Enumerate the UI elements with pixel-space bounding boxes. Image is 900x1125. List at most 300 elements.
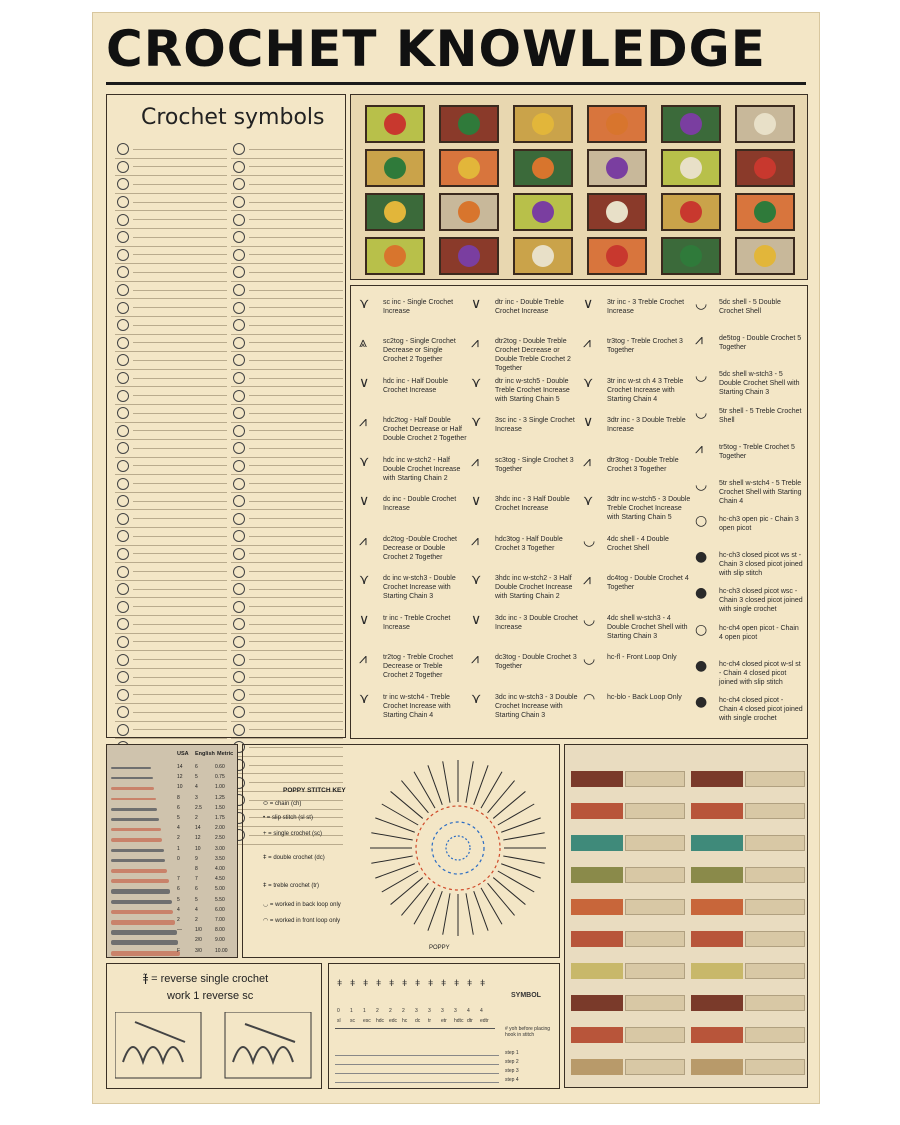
- hook-size-value: 6: [177, 804, 180, 811]
- symbol-row: [115, 211, 227, 229]
- table-abbr: esc: [363, 1018, 371, 1024]
- symbol-row: [231, 229, 343, 247]
- symbol-row: [115, 335, 227, 353]
- table-abbr: etr: [441, 1018, 447, 1024]
- table-abbr: hc: [402, 1018, 408, 1024]
- table-step: step 3: [505, 1068, 519, 1074]
- stitch-symbol-icon: [117, 143, 129, 155]
- stitch-symbol-icon: [117, 354, 129, 366]
- hook-size-value: 6.00: [215, 906, 225, 913]
- strip-label: [691, 931, 743, 947]
- symbol-row: [231, 159, 343, 177]
- stitch-symbol-icon: [233, 143, 245, 155]
- abbreviation-text: hc-fl - Front Loop Only: [607, 654, 677, 662]
- stitch-symbol-icon: [117, 231, 129, 243]
- stitch-symbol-icon: [117, 460, 129, 472]
- abbreviation-icon: ○: [695, 513, 708, 529]
- hook-illustration: [111, 798, 156, 801]
- table-stitch-icon: ǂ: [467, 978, 473, 988]
- abbreviation-text: 4dc shell - 4 Double Crochet Shell: [607, 535, 669, 552]
- stitch-symbol-icon: [117, 372, 129, 384]
- stitch-symbol-icon: [233, 407, 245, 419]
- strip-stitch-image: [625, 963, 685, 979]
- poppy-diagram: [363, 753, 553, 943]
- table-stitch-icon: ǂ: [337, 978, 343, 988]
- abbreviation-icon: ⋎: [583, 493, 594, 510]
- stitch-symbol-icon: [117, 302, 129, 314]
- stitch-symbol-icon: [233, 266, 245, 278]
- stitch-symbol-icon: [233, 636, 245, 648]
- table-abbr: tr: [428, 1018, 432, 1024]
- strip-stitch-image: [745, 1027, 805, 1043]
- abbreviation-icon: ⩘: [695, 440, 703, 457]
- strip-row: [571, 959, 803, 983]
- table-count: 2: [376, 1008, 379, 1014]
- granny-square-swatch: [513, 149, 573, 187]
- hook-size-value: 6: [195, 886, 198, 893]
- hook-illustration: [111, 849, 164, 852]
- symbols-column-right: [231, 141, 343, 845]
- symbol-row: [115, 722, 227, 740]
- hook-size-value: 2: [177, 835, 180, 842]
- poppy-stitch-ray: [443, 761, 450, 802]
- granny-square-swatch: [661, 237, 721, 275]
- table-symbol-label: SYMBOL: [511, 992, 541, 999]
- strip-label: [691, 803, 743, 819]
- symbol-row: [115, 229, 227, 247]
- abbreviation-text: 3dc inc - 3 Double Crochet Increase: [495, 614, 578, 631]
- stitch-symbol-icon: [233, 284, 245, 296]
- stitch-symbol-icon: [233, 548, 245, 560]
- strip-stitch-image: [745, 1059, 805, 1075]
- stitch-symbol-icon: [117, 407, 129, 419]
- symbol-row: [115, 493, 227, 511]
- abbreviation-text: hc-blo - Back Loop Only: [607, 693, 682, 701]
- abbreviation-text: de5tog - Double Crochet 5 Together: [719, 335, 802, 352]
- symbol-row: [231, 546, 343, 564]
- symbol-row: [115, 159, 227, 177]
- symbol-row: [231, 141, 343, 159]
- stitch-symbol-icon: [233, 618, 245, 630]
- hook-size-value: 4.00: [215, 866, 225, 872]
- symbol-row: [231, 722, 343, 740]
- symbol-row: [231, 264, 343, 282]
- abbreviation-icon: ⩘: [695, 332, 703, 349]
- hook-illustration: [111, 879, 169, 883]
- granny-square-swatch: [735, 193, 795, 231]
- abbreviation-text: dc inc - Double Crochet Increase: [383, 496, 457, 513]
- strip-stitch-image: [745, 803, 805, 819]
- abbreviation-text: hc-ch3 closed picot ws st - Chain 3 closed picot joined with slip stitch: [719, 552, 803, 578]
- abbreviation-icon: ⩓: [359, 335, 367, 352]
- symbol-row: [115, 686, 227, 704]
- stitch-symbol-icon: [233, 671, 245, 683]
- table-step-line: [335, 1064, 499, 1065]
- hook-size-value: 1.50: [215, 804, 225, 811]
- abbreviation-icon: ⋎: [471, 690, 482, 707]
- symbol-row: [231, 405, 343, 423]
- hook-size-value: 5: [195, 896, 198, 903]
- symbol-row: [115, 704, 227, 722]
- poppy-key-title: POPPY STITCH KEY: [283, 787, 346, 794]
- stitch-symbol-icon: [233, 442, 245, 454]
- page-title: CROCHET KNOWLEDGE: [106, 20, 766, 78]
- hook-size-value: 3.50: [215, 855, 225, 862]
- abbreviation-text: 5tr shell - 5 Treble Crochet Shell: [719, 407, 802, 424]
- poppy-caption: POPPY: [429, 945, 450, 951]
- poppy-stitch-ray: [488, 883, 515, 915]
- abbreviation-text: 4dc shell w-stch3 - 4 Double Crochet Shell with Starting Chain 3: [607, 614, 688, 640]
- symbol-row: [115, 458, 227, 476]
- abbreviation-icon: ⋎: [359, 572, 370, 589]
- granny-square-swatch: [661, 193, 721, 231]
- stitch-symbol-icon: [117, 319, 129, 331]
- stitch-symbol-icon: [117, 337, 129, 349]
- table-count: 1: [363, 1008, 366, 1014]
- abbreviation-text: tr2tog - Treble Crochet Decrease or Treble Crochet 2 Together: [383, 654, 454, 680]
- strip-row: [571, 1023, 803, 1047]
- abbreviation-text: tr3tog - Treble Crochet 3 Together: [607, 338, 683, 355]
- hook-illustration: [111, 828, 161, 831]
- abbreviation-text: 3tr inc w-st ch 4 3 Treble Crochet Increase with Starting Chain 4: [607, 377, 684, 403]
- reverse-sc-illustration: [115, 1012, 315, 1082]
- strip-label: [691, 899, 743, 915]
- hook-size-value: 12: [195, 835, 201, 842]
- strip-label: [691, 995, 743, 1011]
- strip-stitch-image: [625, 899, 685, 915]
- hook-size-value: 8: [177, 794, 180, 801]
- stitch-symbol-icon: [233, 231, 245, 243]
- hook-size-chart: [106, 744, 238, 958]
- symbol-row: [115, 528, 227, 546]
- symbol-row: [115, 440, 227, 458]
- hook-size-value: 0.60: [215, 764, 225, 770]
- poppy-stitch-ray: [391, 878, 423, 905]
- table-count: 3: [428, 1008, 431, 1014]
- stitch-symbol-icon: [233, 495, 245, 507]
- symbol-row: [115, 581, 227, 599]
- strip-stitch-image: [625, 803, 685, 819]
- table-abbr: hdtc: [454, 1018, 464, 1024]
- table-count: 4: [467, 1008, 470, 1014]
- key-front-loop: ◠ = worked in front loop only: [263, 918, 341, 924]
- stitch-symbol-icon: [233, 513, 245, 525]
- strip-label: [571, 963, 623, 979]
- poppy-stitch-ray: [466, 893, 473, 934]
- abbreviation-icon: ●: [695, 549, 708, 566]
- strip-row: [571, 1055, 803, 1079]
- strip-stitch-image: [745, 995, 805, 1011]
- poppy-stitch-ray: [391, 791, 423, 818]
- abbreviation-text: hdc2tog - Half Double Crochet Decrease or Half Double Crochet 2 Together: [383, 417, 467, 443]
- symbol-row: [231, 493, 343, 511]
- stitch-symbol-icon: [233, 724, 245, 736]
- table-stitch-icon: ǂ: [454, 978, 460, 988]
- crochet-symbols-panel: [106, 94, 346, 738]
- hook-header-metric: Metric: [217, 751, 234, 757]
- hook-illustration: [111, 859, 165, 863]
- granny-square-swatch: [365, 237, 425, 275]
- stitch-symbol-icon: [233, 706, 245, 718]
- hook-illustration: [111, 838, 162, 841]
- strip-stitch-image: [745, 771, 805, 787]
- abbreviation-text: hdc inc - Half Double Crochet Increase: [383, 377, 448, 394]
- granny-square-swatch: [735, 149, 795, 187]
- table-stitch-icon: ǂ: [428, 978, 434, 988]
- hook-illustration: [111, 930, 177, 935]
- symbol-row: [231, 387, 343, 405]
- stitch-symbol-icon: [233, 530, 245, 542]
- hook-illustration: [111, 951, 180, 956]
- abbreviation-text: hc-ch4 closed picot - Chain 4 closed picot joined with single crochet: [719, 696, 803, 722]
- stitch-symbol-icon: [117, 495, 129, 507]
- strip-row: [571, 767, 803, 791]
- table-rule: [335, 1028, 495, 1029]
- table-count: 3: [441, 1008, 444, 1014]
- granny-square-swatch: [439, 105, 499, 143]
- symbol-row: [115, 423, 227, 441]
- reverse-sc-panel: [106, 963, 322, 1089]
- strip-label: [571, 1059, 623, 1075]
- abbreviation-text: dtr3tog - Double Treble Crochet 3 Together: [607, 456, 679, 473]
- table-stitch-icon: ǂ: [441, 978, 447, 988]
- abbreviation-icon: ◡: [583, 611, 596, 628]
- abbreviation-text: hdc inc w-stch2 - Half Double Crochet Increase with Starting Chain 2: [383, 456, 461, 482]
- abbreviation-icon: ∨: [471, 493, 482, 510]
- table-abbr: sc: [350, 1018, 355, 1024]
- granny-square-swatch: [587, 105, 647, 143]
- hook-size-value: 10: [195, 845, 201, 852]
- granny-square-swatch: [735, 237, 795, 275]
- abbreviation-text: sc3tog - Single Crochet 3 Together: [495, 456, 574, 473]
- hook-illustration: [111, 940, 178, 945]
- poppy-stitch-ray: [503, 856, 544, 863]
- abbreviation-icon: ⩘: [359, 651, 367, 668]
- strip-row: [571, 831, 803, 855]
- strip-stitch-image: [745, 867, 805, 883]
- abbreviation-icon: ∨: [583, 414, 594, 431]
- table-count: 1: [350, 1008, 353, 1014]
- stitch-symbol-icon: [233, 372, 245, 384]
- strip-label: [691, 835, 743, 851]
- stitch-symbol-icon: [233, 460, 245, 472]
- hook-illustration: [111, 889, 170, 893]
- abbreviation-icon: ⩘: [583, 335, 591, 352]
- hook-row: [111, 947, 235, 958]
- abbreviation-text: 5tr shell w-stch4 - 5 Treble Crochet Shell with Starting Chain 4: [719, 479, 802, 505]
- poppy-stitch-ray: [371, 833, 412, 840]
- abbreviation-text: dtr2tog - Double Treble Crochet Decrease or Double Treble Crochet 2 Together: [495, 338, 571, 373]
- hook-size-value: 5.50: [215, 896, 225, 903]
- granny-square-swatch: [587, 193, 647, 231]
- hook-size-value: 0.75: [215, 774, 225, 781]
- stitch-symbol-icon: [233, 654, 245, 666]
- hook-size-value: 1.75: [215, 815, 225, 821]
- abbreviation-icon: ◡: [695, 476, 708, 493]
- hook-size-value: 4.50: [215, 876, 225, 883]
- strip-label: [691, 963, 743, 979]
- poppy-stitch-ray: [401, 883, 428, 915]
- symbol-row: [115, 264, 227, 282]
- title-rule: [106, 82, 806, 85]
- hook-size-value: 10: [177, 784, 183, 791]
- stitch-symbol-icon: [233, 161, 245, 173]
- abbreviation-icon: ◡: [695, 404, 708, 421]
- key-single-crochet: + = single crochet (sc): [263, 831, 323, 837]
- hook-size-value: 3.00: [215, 845, 225, 852]
- hook-size-value: 6: [177, 886, 180, 893]
- abbreviation-icon: ⩘: [359, 532, 367, 549]
- poppy-stitch-panel: [242, 744, 560, 958]
- stitch-symbol-icon: [233, 196, 245, 208]
- stitch-symbol-icon: [117, 724, 129, 736]
- symbol-row: [115, 141, 227, 159]
- strip-label: [571, 899, 623, 915]
- symbol-row: [115, 194, 227, 212]
- stitch-symbol-icon: [233, 249, 245, 261]
- hook-size-value: 2.5: [195, 804, 202, 811]
- hook-illustration: [111, 787, 154, 789]
- hook-size-value: 8: [195, 866, 198, 872]
- hook-size-value: 3: [195, 794, 198, 801]
- symbol-row: [115, 651, 227, 669]
- granny-squares-photo: [350, 94, 808, 280]
- poppy-stitch-ray: [443, 893, 450, 934]
- symbol-row: [115, 634, 227, 652]
- symbol-row: [231, 704, 343, 722]
- strip-label: [691, 771, 743, 787]
- symbol-row: [115, 387, 227, 405]
- stitch-symbol-icon: [117, 196, 129, 208]
- abbreviation-text: tr inc - Treble Crochet Increase: [383, 614, 451, 631]
- table-stitch-icon: ǂ: [363, 978, 369, 988]
- stitch-symbol-icon: [117, 530, 129, 542]
- hook-size-value: 2.50: [215, 835, 225, 842]
- symbol-row: [231, 282, 343, 300]
- strip-label: [691, 1059, 743, 1075]
- granny-square-swatch: [735, 105, 795, 143]
- strip-stitch-image: [745, 835, 805, 851]
- abbreviation-icon: ⋎: [359, 296, 370, 312]
- reverse-sc-symbol: ǂ̃: [143, 972, 149, 985]
- hook-illustration: [111, 920, 175, 925]
- hook-size-value: 5.00: [215, 886, 225, 893]
- stitch-symbol-icon: [117, 566, 129, 578]
- abbreviation-icon: ●: [695, 585, 708, 602]
- hook-size-value: 1/0: [195, 927, 202, 934]
- abbreviation-icon: ⩘: [583, 572, 591, 589]
- abbreviation-text: hdc3tog - Half Double Crochet 3 Together: [495, 535, 563, 552]
- symbol-row: [231, 335, 343, 353]
- hook-size-value: 1.00: [215, 784, 225, 791]
- symbol-row: [115, 598, 227, 616]
- hook-size-value: 5: [177, 896, 180, 903]
- strip-stitch-image: [745, 963, 805, 979]
- abbreviation-icon: ●: [695, 693, 708, 710]
- abbreviation-icon: ⩘: [583, 453, 591, 470]
- symbol-row: [231, 194, 343, 212]
- stitch-symbol-icon: [117, 513, 129, 525]
- abbreviation-icon: ∨: [359, 493, 370, 510]
- symbol-row: [115, 669, 227, 687]
- key-chain: ⬭ = chain (ch): [263, 801, 302, 807]
- hook-size-value: 9.00: [215, 937, 225, 944]
- abbreviation-icon: ⋎: [359, 690, 370, 707]
- symbol-row: [115, 176, 227, 194]
- hook-size-value: 2: [195, 815, 198, 821]
- hook-size-value: 0: [177, 855, 180, 862]
- symbol-row: [231, 423, 343, 441]
- abbreviation-text: hc-ch3 open pic - Chain 3 open picot: [719, 516, 799, 532]
- abbreviation-text: 3tr inc - 3 Treble Crochet Increase: [607, 299, 685, 315]
- abbreviation-text: 3sc inc - 3 Single Crochet Increase: [495, 417, 575, 434]
- stitch-symbol-icon: [117, 390, 129, 402]
- strip-row: [571, 927, 803, 951]
- granny-square-swatch: [365, 149, 425, 187]
- abbreviation-text: tr inc w-stch4 - Treble Crochet Increase with Starting Chain 4: [383, 693, 451, 719]
- abbreviation-text: 3dtr inc - 3 Double Treble Increase: [607, 417, 686, 434]
- table-step: step 2: [505, 1059, 519, 1065]
- poster: [92, 12, 820, 1104]
- abbreviation-text: tr5tog - Treble Crochet 5 Together: [719, 443, 795, 460]
- granny-square-swatch: [661, 149, 721, 187]
- hook-size-value: 4: [195, 906, 198, 913]
- table-stitch-icon: ǂ: [389, 978, 395, 988]
- table-step: step 1: [505, 1050, 519, 1056]
- strip-label: [571, 931, 623, 947]
- symbol-row: [115, 405, 227, 423]
- symbol-row: [115, 352, 227, 370]
- poppy-stitch-ray: [488, 781, 515, 813]
- table-count: 3: [454, 1008, 457, 1014]
- stitch-symbol-icon: [117, 214, 129, 226]
- table-stitch-icon: ǂ: [350, 978, 356, 988]
- poppy-stitch-ray: [466, 761, 473, 802]
- stitch-symbol-icon: [233, 425, 245, 437]
- hook-size-value: 2: [195, 917, 198, 923]
- abbreviation-text: hc-ch3 closed picot wsc - Chain 3 closed picot joined with single crochet: [719, 588, 803, 614]
- abbreviation-icon: ⩘: [359, 414, 367, 431]
- table-stitch-icon: ǂ: [402, 978, 408, 988]
- stitch-symbol-icon: [233, 178, 245, 190]
- strip-label: [571, 835, 623, 851]
- abbreviation-icon: ∨: [471, 611, 482, 628]
- stitch-symbol-icon: [117, 442, 129, 454]
- stitch-symbol-icon: [233, 302, 245, 314]
- strip-stitch-image: [625, 1027, 685, 1043]
- symbol-row: [231, 176, 343, 194]
- table-note: # yoh before placing hook in stitch: [505, 1026, 551, 1038]
- hook-illustration: [111, 777, 153, 779]
- abbreviation-text: hc-ch4 open picot - Chain 4 open picot: [719, 624, 799, 641]
- abbreviation-text: dc2tog -Double Crochet Decrease or Double Crochet 2 Together: [383, 535, 457, 561]
- abbreviation-text: dtr inc w-stch5 - Double Treble Crochet Increase with Starting Chain 5: [495, 377, 570, 403]
- hook-size-value: 2: [177, 917, 180, 923]
- symbol-row: [231, 370, 343, 388]
- strip-label: [571, 995, 623, 1011]
- hook-size-value: 1: [177, 845, 180, 852]
- symbol-row: [115, 616, 227, 634]
- hook-illustration: [111, 767, 151, 769]
- abbreviation-icon: ◡: [695, 368, 708, 385]
- symbol-row: [115, 475, 227, 493]
- strip-label: [571, 803, 623, 819]
- symbol-row: [231, 651, 343, 669]
- strip-label: [571, 1027, 623, 1043]
- abbreviation-icon: ⋎: [359, 453, 370, 470]
- strip-stitch-image: [625, 835, 685, 851]
- granny-square-swatch: [587, 237, 647, 275]
